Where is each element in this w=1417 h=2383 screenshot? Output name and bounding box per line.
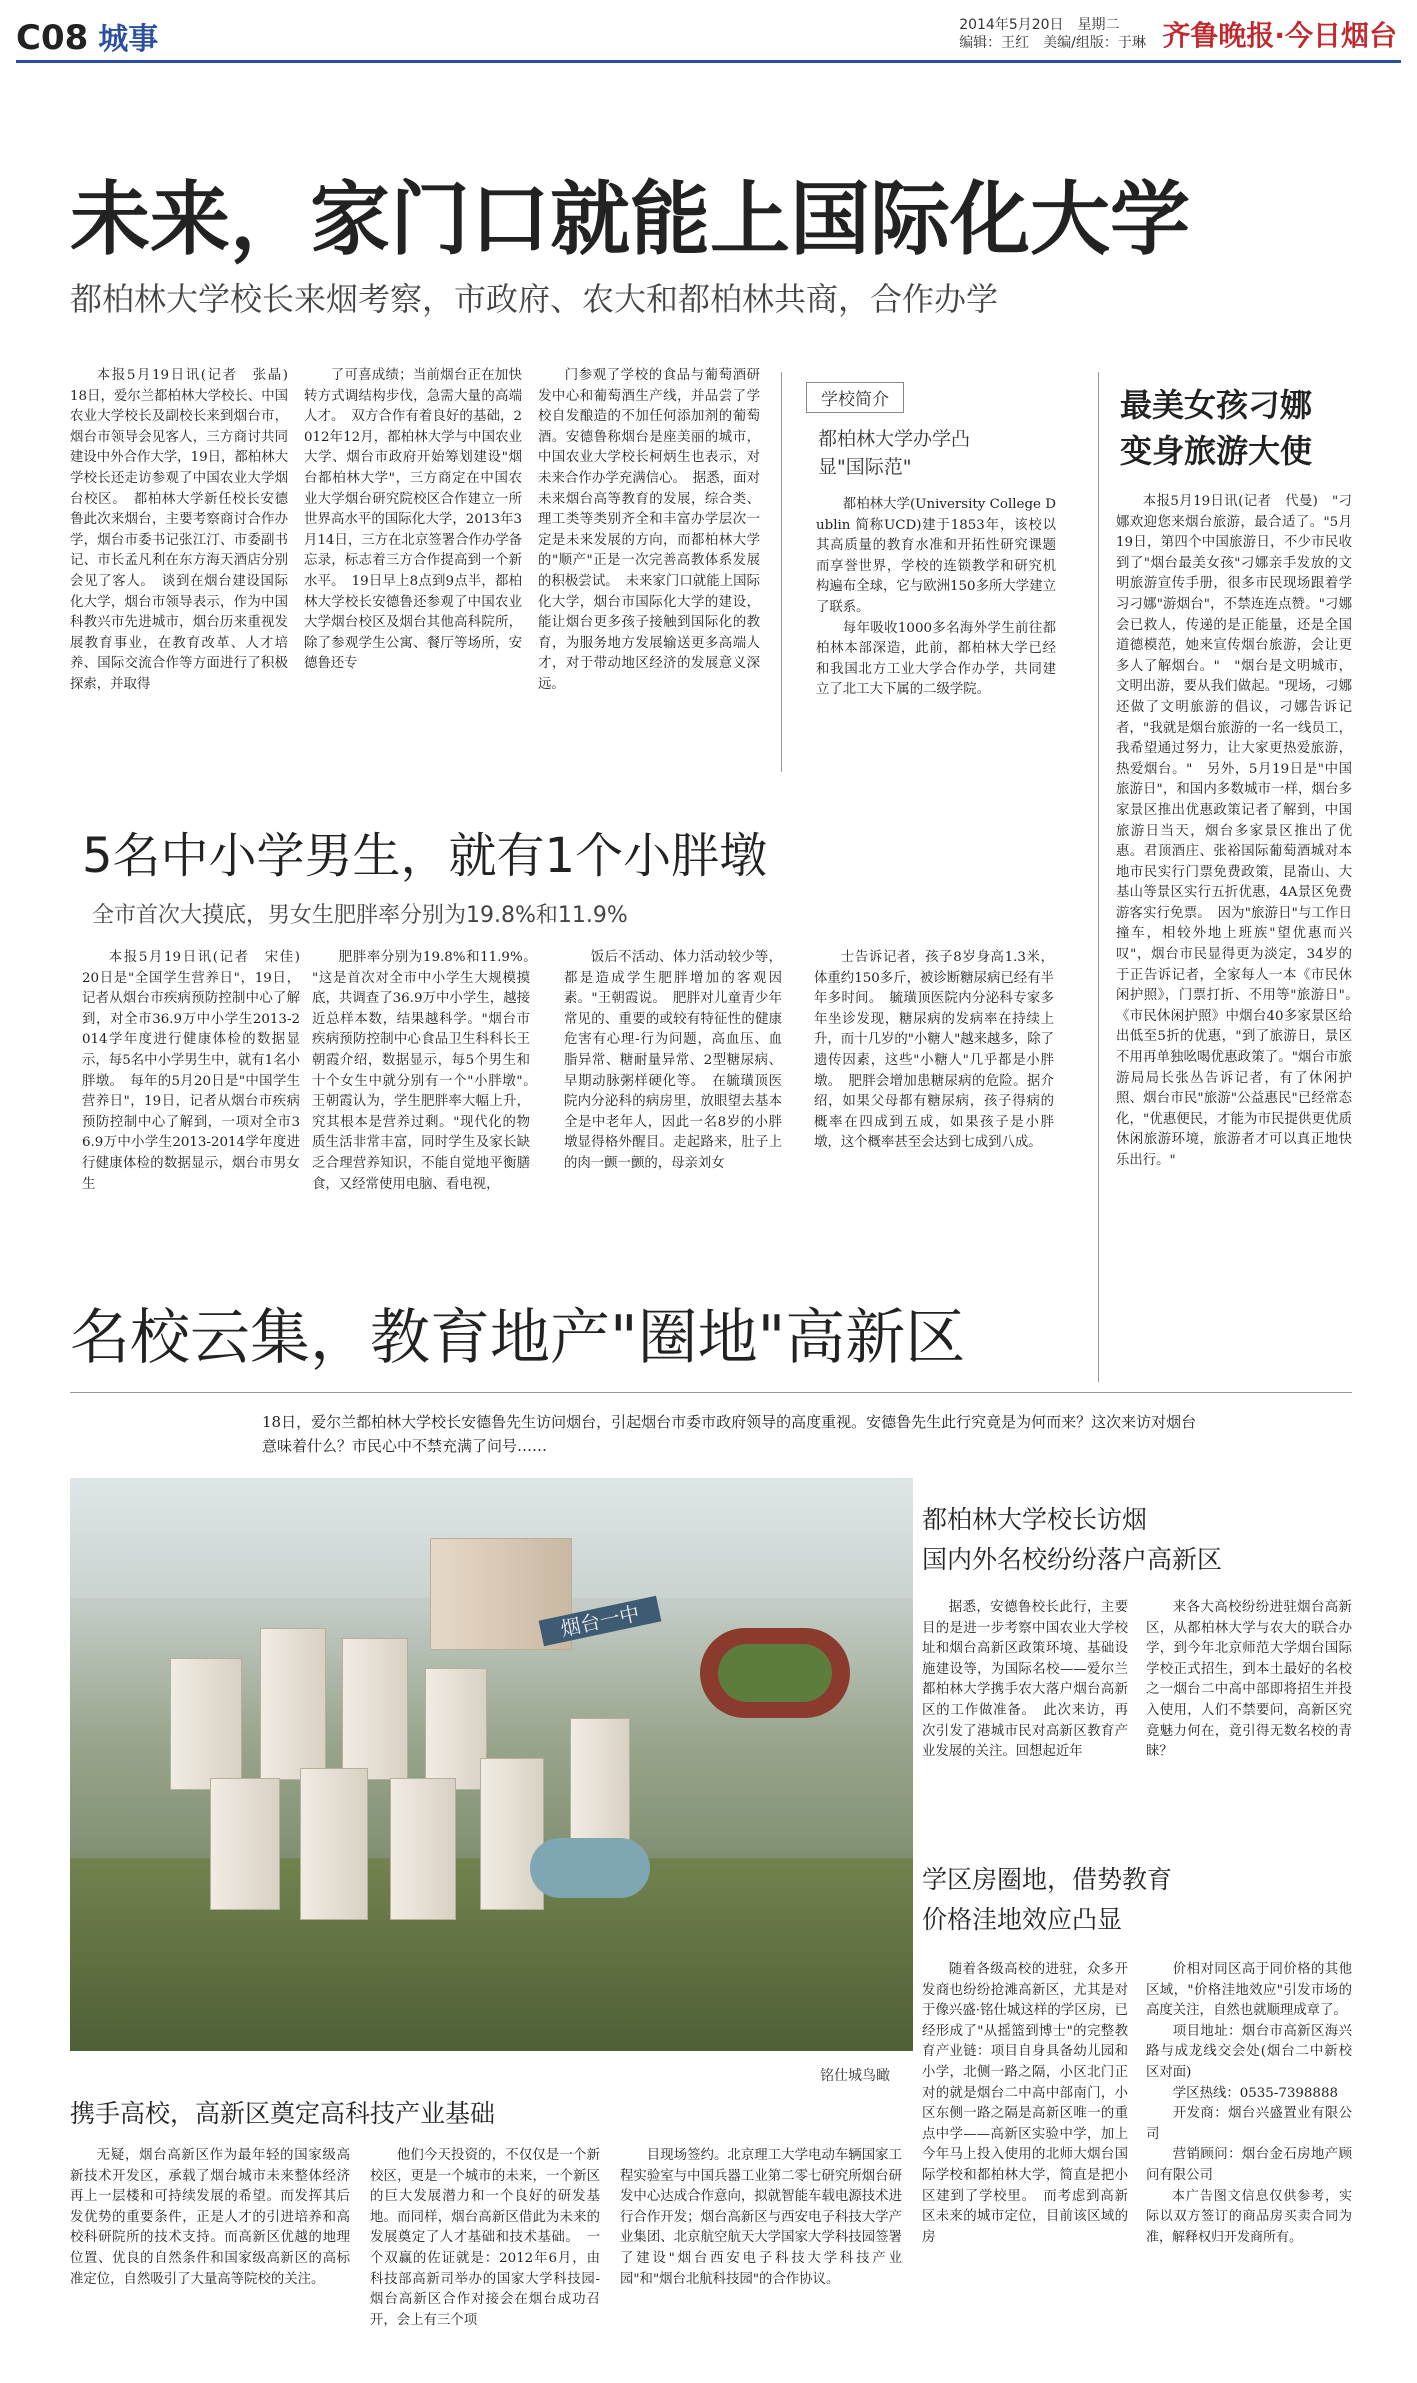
story1-column-2: 了可喜成绩；当前烟台正在加快转方式调结构步伐，急需大量的高端人才。 双方合作有着良好的基础，2012年12月，都柏林大学与中国农业大学、烟台市政府开始筹划建设"烟台都柏林大学"，三方商定在中国农业大学烟台研究院校区合作建立一所世界高水平的国际化大学，2013年3月14日，三方在北京签署合作办学备忘录，标志着三方合作提高到一个新水平。 19日早上8点到9点半，都柏林大学校长安德鲁还参观了中国农业大学烟台校区及烟台其他高科院所，除了参观学生公寓、餐厅等场所，安德鲁还专 [304, 368, 522, 672]
editor-line: 编辑：王红 美编/组版：于琳 [959, 35, 1146, 51]
newspaper-brand: 齐鲁晚报·今日烟台 [1162, 19, 1397, 52]
bottom-section-heading: 携手高校，高新区奠定高科技产业基础 [70, 2099, 496, 2128]
school-box-title: 都柏林大学办学凸显"国际范" [818, 428, 971, 478]
section2-heading: 学区房圈地，借势教育 价格洼地效应凸显 [922, 1865, 1173, 1934]
school-box-body: 都柏林大学(University College Dublin 简称UCD)建于1853年，该校以其高质量的教育水准和开拓性研究课题而享誉世界，学校的连锁教学和研究机构遍布全球，它与欧洲150多所大学建立了联系。 每年吸收1000多名海外学生前往都柏林本部深造，此前，都柏林大学已经和我国北方工业大学合作办学，共同建立了北工大下属的二级学院。 [816, 497, 1056, 698]
date-line: 2014年5月20日 星期二 [959, 17, 1120, 33]
marketing-consultant: 营销顾问：烟台金石房地产顾问有限公司 [1146, 2147, 1352, 2183]
story2-headline: 5名中小学男生，就有1个小胖墩 [82, 828, 768, 884]
page-header-left [16, 14, 158, 58]
bottom-column-3: 目现场签约。北京理工大学电动车辆国家工程实验室与中国兵器工业第二零七研究所烟台研发中心达成合作意向，拟就智能车载电源技术进行合作开发；烟台高新区与西安电子科技大学产业集团、北京航空航天大学国家大学科技园签署了建设"烟台西安电子科技大学科技产业园"和"烟台北航科技园"的合作协议。 [620, 2148, 902, 2287]
story3-top-rule [70, 1392, 1352, 1393]
side-column-divider [1098, 372, 1099, 1382]
story3-headline: 名校云集，教育地产"圈地"高新区 [70, 1303, 966, 1373]
school-box-label: 学校简介 [806, 382, 904, 413]
section1-column-1: 据悉，安德鲁校长此行，主要目的是进一步考察中国农业大学校址和烟台高新区政策环境、基础设施建设等，为国际名校——爱尔兰都柏林大学携手农大落户烟台高新区的工作做准备。 此次来访，再次引发了港城市民对高新区教育产业发展的关注。回想起近年 [922, 1600, 1128, 1760]
developer: 开发商：烟台兴盛置业有限公司 [1146, 2106, 1352, 2142]
bottom-column-1: 无疑，烟台高新区作为最年轻的国家级高新技术开发区，承载了烟台城市未来整体经济再上一层楼和可持续发展的希望。而发挥其后发优势的重要条件，正是人才的引进培养和高校科研院所的技术支持。而高新区优越的地理位置、优良的自然条件和国家级高新区的高标准定位，自然吸引了大量高等院校的关注。 [70, 2148, 350, 2287]
story1-column-1: 本报5月19日讯(记者 张晶) 18日，爱尔兰都柏林大学校长、中国农业大学校长及副校长来到烟台市，烟台市领导会见客人，三方商讨共同建设中外合作大学，19日，都柏林大学校长还走访参观了中国农业大学烟台校区。 都柏林大学新任校长安德鲁此次来烟台，主要考察商讨合作办学，烟台市委书记张江汀、市委副书记、市长孟凡利在东方海天酒店分别会见了客人。 谈到在烟台建设国际化大学，烟台市领导表示，作为中国科教兴市先进城市，烟台历来重视发展教育事业，在教育改革、人才培养、国际交流合作等方面进行了积极探索，并取得 [70, 368, 302, 692]
section2-column-2: 价相对同区高于同价格的其他区域，"价格洼地效应"引发市场的高度关注，自然也就顺理成章了。 项目地址：烟台市高新区海兴路与成龙线交会处(烟台二中新校区对面) 学区热线：0535-7398888 开发商：烟台兴盛置业有限公司 营销顾问：烟台金石房地产顾问有限公司 本广告图文信息仅供参考，实际以双方签订的商品房买卖合同为准，解释权归开发商所有。 [1146, 1960, 1352, 2370]
school-hotline: 学区热线：0535-7398888 [1172, 2085, 1338, 2101]
side-story-body: 本报5月19日讯(记者 代曼) "刁娜欢迎您来烟台旅游，最合适了。"5月19日，第四个中国旅游日，不少市民收到了"烟台最美女孩"刁娜亲手发放的文明旅游宣传手册，很多市民现场跟着学习刁娜"游烟台"，不禁连连点赞。"刁娜会已救人，传递的是正能量，还是全国道德模范，她来宣传烟台旅游，会让更多人了解烟台。" "烟台是文明城市，文明出游，要从我们做起。"现场，刁娜还做了文明旅游的倡议，刁娜告诉记者，"我就是烟台旅游的一名一线员工，我希望通过努力，让大家更热爱旅游，热爱烟台。" 另外，5月19日是"中国旅游日"，和国内多数城市一样，烟台多家景区推出优惠政策记者了解到，中国旅游日当天，烟台多家景区推出了优惠。君顶酒庄、张裕国际葡萄酒城对本地市民实行门票免费政策，昆嵛山、大基山等景区实行五折优惠，4A景区免费游客实行免票。 因为"旅游日"与工作日撞车，相较外地上班族"望优惠而兴叹"，烟台市民显得更为淡定，34岁的于正告诉记者，全家每人一本《市民休闲护照》，门票打折、不用等"旅游日"。 《市民休闲护照》中烟台40多家景区给出低至5折的优惠，"到了旅游日，景区不用再单独吆喝优惠政策了。"烟台市旅游局局长张丛告诉记者，有了休闲护照、烟台市民"旅游"公益惠民"已经常态化，"优惠便民，才能为市民提供更优质休闲旅游环境，旅游者才可以真正地快乐出行。" [1116, 494, 1366, 1168]
story1-subhead: 都柏林大学校长来烟考察，市政府、农大和都柏林共商，合作办学 [70, 280, 999, 318]
story1-column-3: 门参观了学校的食品与葡萄酒研发中心和葡萄酒生产线，并品尝了学校自发酿造的不加任何添加剂的葡萄酒。安德鲁称烟台是座美丽的城市，中国农业大学校长柯炳生也表示，对未来合作办学充满信心。 据悉，面对未来烟台高等教育的发展，综合类、理工类等类别齐全和丰富办学层次一定是未来发展的方向，而都柏林大学的"顺产"正是一次完善高教体系发展的积极尝试。 未来家门口就能上国际化大学，烟台市国际化大学的建设，能让烟台更多孩子接触到国际化的教育，为服务地方发展输送更多高端人才，对于带动地区经济的发展意义深远。 [538, 368, 760, 692]
section1-heading: 都柏林大学校长访烟 国内外名校纷纷落户高新区 [922, 1505, 1223, 1574]
school-intro-box [781, 372, 1082, 772]
ad-disclaimer: 本广告图文信息仅供参考，实际以双方签订的商品房买卖合同为准，解释权归开发商所有。 [1146, 2188, 1352, 2245]
page-number: C08 [16, 18, 89, 58]
story1-headline: 未来，家门口就能上国际化大学 [70, 173, 1190, 266]
story2-subhead: 全市首次大摸底，男女生肥胖率分别为19.8%和11.9% [92, 903, 628, 928]
story2-column-3: 饭后不活动、体力活动较少等，都是造成学生肥胖增加的客观因素。"王朝霞说。 肥胖对儿童青少年常见的、重要的或较有特征性的健康危害有心理-行为问题，高血压、血脂异常、糖耐量异常、2型糖尿病、早期动脉粥样硬化等。 在毓璜顶医院内分泌科的病房里，放眼望去基本全是中老年人，因此一名8岁的小胖墩显得格外醒目。走起路来，肚子上的肉一颤一颤的，母亲刘女 [564, 950, 782, 1171]
section1-column-2: 来各大高校纷纷进驻烟台高新区，从都柏林大学与农大的联合办学，到今年北京师范大学烟台国际学校正式招生，到本土最好的名校之一烟台二中高中部即将招生并投入使用，人们不禁要问，高新区究竟魅力何在，竟引得无数名校的青睐？ [1146, 1600, 1352, 1760]
aerial-rendering-photo [70, 1478, 913, 2051]
page-header-right [959, 14, 1397, 54]
side-story-headline: 最美女孩刁娜 变身旅游大使 [1120, 386, 1313, 470]
photo-caption: 铭仕城鸟瞰 [820, 2068, 890, 2084]
header-divider [16, 60, 1401, 63]
story3-intro: 18日，爱尔兰都柏林大学校长安德鲁先生访问烟台，引起烟台市委市政府领导的高度重视。安德鲁先生此行究竟是为何而来？这次来访对烟台意味着什么？市民心中不禁充满了问号…… [262, 1413, 1197, 1455]
story2-column-2: 肥胖率分别为19.8%和11.9%。 "这是首次对全市中小学生大规模摸底，共调查了36.9万中小学生，越接近总样本数，结果越科学。"烟台市疾病预防控制中心食品卫生科科长王朝霞介绍，数据显示，每5个男生和十个女生中就分别有一个"小胖墩"。 王朝霞认为，学生肥胖率大幅上升，究其根本是营养过剩。"现代化的物质生活非常丰富，同时学生及家长缺乏合理营养知识，不能自觉地平衡膳食，又经常使用电脑、看电视， [312, 950, 544, 1192]
story2-column-1: 本报5月19日讯(记者 宋佳) 20日是"全国学生营养日"，19日，记者从烟台市疾病预防控制中心了解到，对全市36.9万中小学生2013-2014学年度进行健康体检的数据显示，每5名中小学男生中，就有1名小胖墩。 每年的5月20日是"中国学生营养日"，19日，记者从烟台市疾病预防控制中心了解到，一项对全市36.9万中小学生2013-2014学年度进行健康体检的数据显示，烟台市男女生 [82, 950, 314, 1192]
photo-school-sign: 烟台一中 [539, 1596, 662, 1646]
section2-column-1: 随着各级高校的进驻，众多开发商也纷纷抢滩高新区，尤其是对于像兴盛·铭仕城这样的学区房，已经形成了"从摇篮到博士"的完整教育产业链：项目自身具备幼儿园和小学，北侧一路之隔，小区北门正对的就是烟台二中高中部南门，小区东侧一路之隔是高新区唯一的重点中学——高新区实验中学，加上今年马上投入使用的北师大烟台国际学校和都柏林大学，简直是把小区建到了学校里。 而考虑到高新区未来的城市定位，目前该区域的房 [922, 1962, 1128, 2245]
section-name: 城事 [98, 22, 159, 57]
project-address: 项目地址：烟台市高新区海兴路与成龙线交会处(烟台二中新校区对面) [1146, 2023, 1352, 2080]
story2-column-4: 士告诉记者，孩子8岁身高1.3米，体重约150多斤，被诊断糖尿病已经有半年多时间。 毓璜顶医院内分泌科专家多年坐诊发现，糖尿病的发病率在持续上升，而十几岁的"小糖人"越来越多，除了遗传因素，这些"小糖人"几乎都是小胖墩。 肥胖会增加患糖尿病的危险。据介绍，如果父母都有糖尿病，孩子得病的概率在四成到五成，如果孩子是小胖墩，这个概率甚至会达到七成到八成。 [814, 950, 1054, 1151]
bottom-column-2: 他们今天投资的，不仅仅是一个新校区，更是一个城市的未来，一个新区的巨大发展潜力和一个良好的研发基地。而同样，烟台高新区借此为未来的发展奠定了人才基础和技术基础。 一个双赢的佐证就是：2012年6月，由科技部高新司举办的国家大学科技园-烟台高新区合作对接会在烟台成功召开，会上有三个项 [370, 2148, 600, 2328]
